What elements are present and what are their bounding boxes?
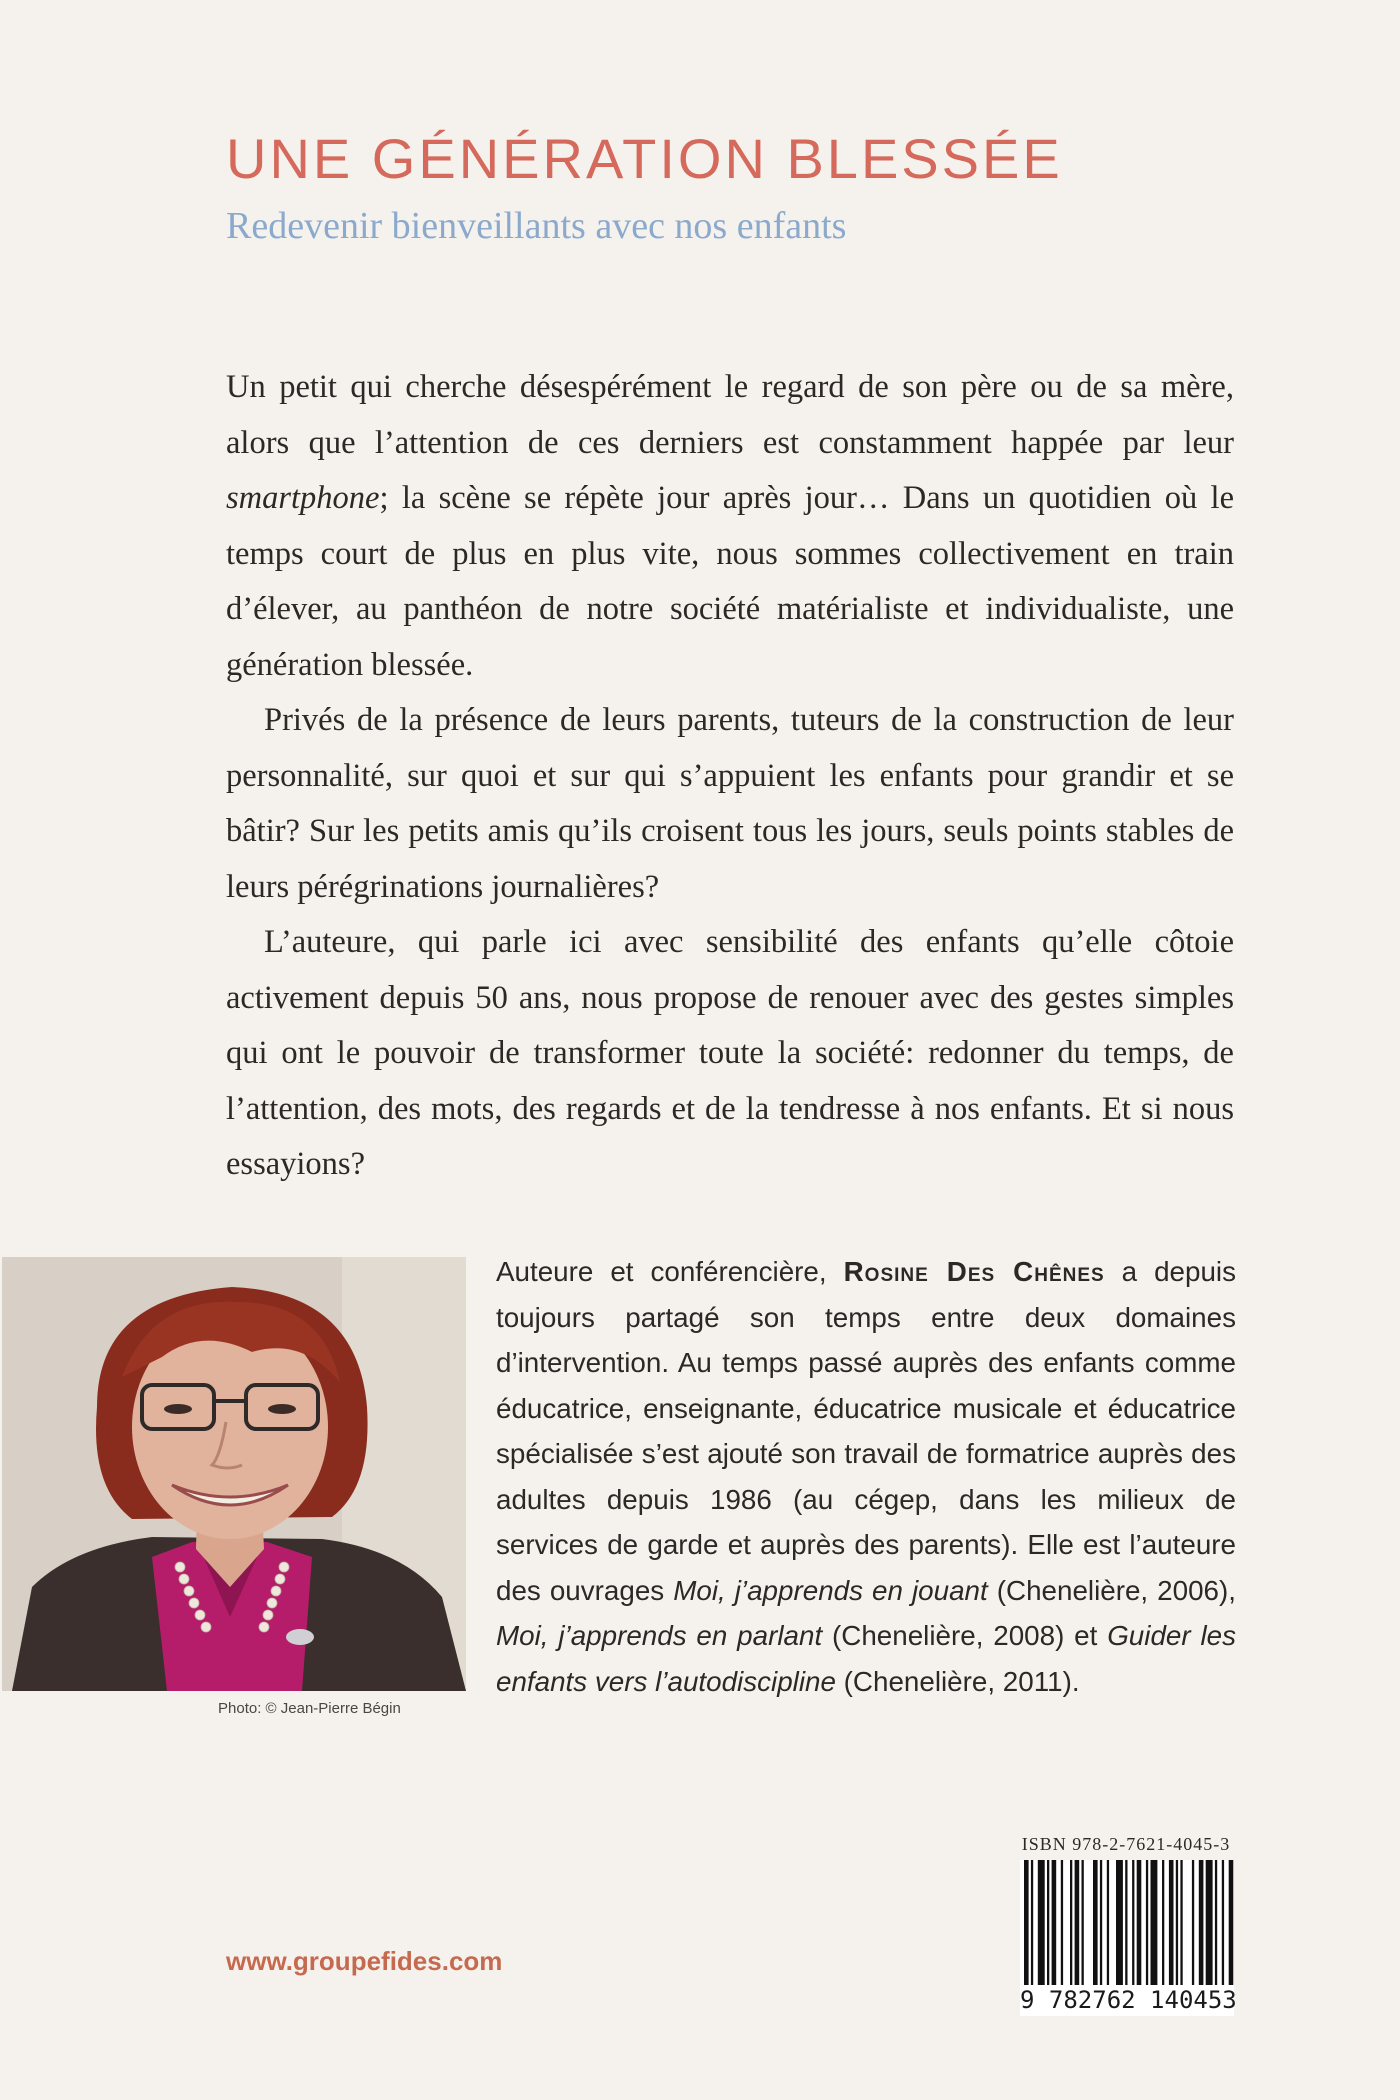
blurb-p1-italic: smartphone	[226, 480, 380, 516]
barcode-bar	[1146, 1860, 1148, 1990]
barcode-bar	[1132, 1860, 1134, 1990]
isbn-label: ISBN 978-2-7621-4045-3	[1021, 1834, 1231, 1854]
author-bio	[496, 1249, 1236, 1704]
barcode-bar	[1100, 1860, 1102, 1990]
barcode-bar	[1176, 1860, 1178, 1990]
barcode-bar	[1038, 1860, 1045, 1990]
barcode-bar	[1215, 1860, 1217, 1990]
barcode-bar	[1061, 1860, 1063, 1990]
barcode-bar	[1024, 1860, 1029, 1990]
barcode-bar	[1125, 1860, 1127, 1990]
barcode-bar	[1151, 1860, 1158, 1990]
barcode-bar	[1093, 1860, 1098, 1990]
blurb-paragraph-3: L’auteure, qui parle ici avec sensibilité des enfants qu’elle côtoie activement depuis 50 ans, nous propose de renouer avec des gestes simples qui ont le pouvoir de transformer toute la société: redonner du temps, de l’attention, des mots, des regards et de la tendresse à nos enfants. Et si nous essayions?	[226, 924, 1234, 1182]
barcode-bar	[1206, 1860, 1213, 1990]
bio-book-2-publisher: (Chenelière, 2008) et	[822, 1620, 1108, 1651]
barcode-bar	[1199, 1860, 1204, 1990]
barcode-bar	[1162, 1860, 1164, 1990]
barcode-bar	[1031, 1860, 1033, 1990]
book-title: UNE GÉNÉRATION BLESSÉE	[226, 127, 1063, 190]
barcode-bar	[1047, 1860, 1049, 1990]
barcode-bar	[1180, 1860, 1182, 1990]
bio-book-3: Guider les enfants vers l’autodiscipline	[496, 1620, 1236, 1697]
bio-book-1-publisher: (Chenelière, 2006),	[987, 1574, 1236, 1606]
barcode-bar	[1229, 1860, 1234, 1990]
book-subtitle: Redevenir bienveillants avec nos enfants	[226, 205, 847, 247]
blurb-paragraph-2: Privés de la présence de leurs parents, tuteurs de la construction de leur personnalité, sur quoi et sur qui s’appuient les enfants pour grandir et se bâtir? Sur les petits amis qu’ils croisent tous les jours, seuls points stables de leurs pérégrinations journalières?	[226, 702, 1234, 905]
bio-body: a depuis toujours partagé son temps entre deux domaines d’intervention. Au temps passé auprès des enfants comme éducatrice, enseignante, éducatrice musicale et éducatrice spécialisée s’est ajouté son travail de formatrice auprès des adultes depuis 1986 (au cégep, dans les milieux de services de garde et auprès des parents). Elle est l’auteure des ouvrages	[496, 1256, 1236, 1606]
photo-credit: Photo: © Jean-Pierre Bégin	[218, 1700, 401, 1717]
back-cover-blurb	[226, 360, 1234, 1193]
author-name: Rosine Des Chênes	[843, 1256, 1105, 1287]
blurb-p1-start: Un petit qui cherche désespérément le regard de son père ou de sa mère, alors que l’attention de ces derniers est constamment happée par leur	[226, 369, 1234, 461]
blurb-paragraph-1	[226, 360, 1234, 693]
barcode-bar	[1169, 1860, 1174, 1990]
publisher-website: www.groupefides.com	[226, 1946, 503, 1976]
barcode-bar	[1052, 1860, 1057, 1990]
bio-book-1: Moi, j’apprends en jouant	[673, 1574, 988, 1606]
barcode-digits: 9 782762 140453	[1020, 1986, 1237, 2014]
barcode-bar	[1082, 1860, 1084, 1990]
bio-book-3-publisher: (Chenelière, 2011).	[835, 1665, 1080, 1697]
barcode-bar	[1070, 1860, 1072, 1990]
barcode	[1020, 1860, 1237, 2016]
barcode-bar	[1137, 1860, 1142, 1990]
author-portrait-illustration	[2, 1257, 466, 1691]
barcode-bar	[1075, 1860, 1080, 1990]
blurb-p1-end: ; la scène se répète jour après jour… Dans un quotidien où le temps court de plus en plus vite, nous sommes collectivement en train d’élever, au panthéon de notre société matérialiste et individualiste, une génération blessée.	[226, 480, 1234, 683]
bio-lead: Auteure et conférencière,	[496, 1256, 844, 1287]
author-photo	[2, 1257, 466, 1691]
barcode-bar	[1192, 1860, 1194, 1990]
barcode-bars	[1020, 1860, 1234, 1990]
barcode-bar	[1116, 1860, 1123, 1990]
barcode-bar	[1222, 1860, 1224, 1990]
barcode-bar	[1107, 1860, 1109, 1990]
bio-book-2: Moi, j’apprends en parlant	[496, 1620, 823, 1651]
